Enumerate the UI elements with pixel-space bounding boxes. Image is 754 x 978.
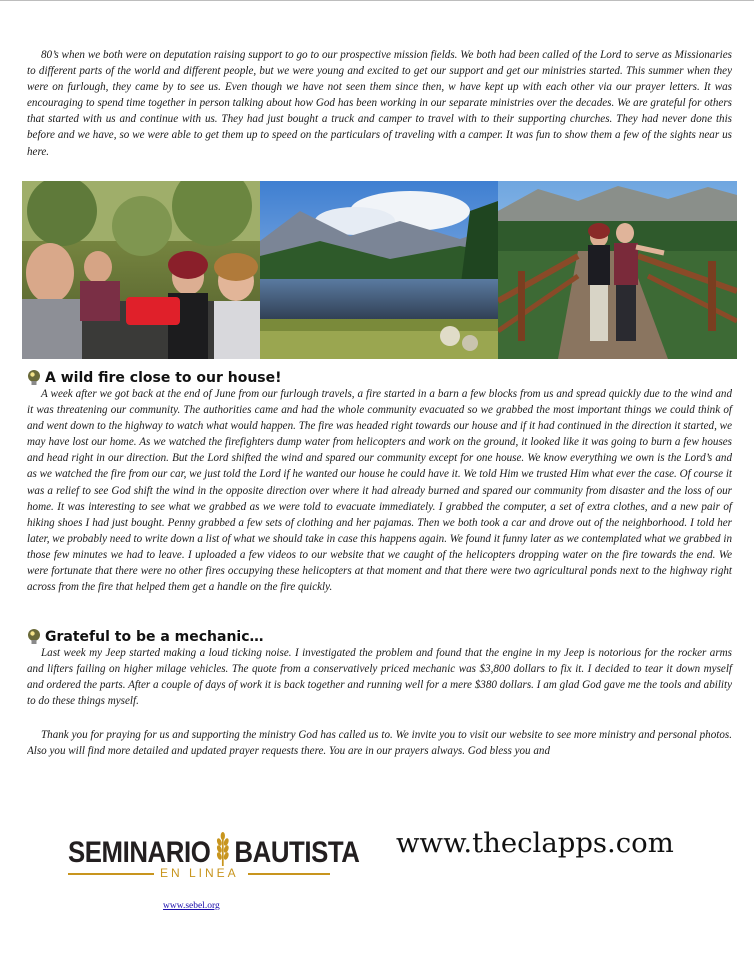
couple-on-bridge-photo — [498, 181, 737, 359]
mechanic-section-heading — [27, 628, 264, 646]
logo-subtitle: EN LINEA — [160, 866, 239, 880]
sebel-link[interactable]: www.sebel.org — [163, 901, 220, 911]
logo-word-right: BAUTISTA — [234, 836, 360, 869]
mechanic-paragraph: Last week my Jeep started making a loud ticking noise. I investigated the problem and found that the engine in my Jeep is notorious for the rocker arms and lifters failing on higher milage vehicles. The quote from a conservatively priced mechanic was $3,800 dollars to fix it. I decided to tear it down myself and ordered the parts. After a couple of days of work it is back together and running well for a mere $380 dollars. I am glad God gave me the tools and ability to do these things myself. — [27, 647, 732, 708]
mechanic-heading-text: Grateful to be a mechanic… — [45, 629, 264, 645]
seminario-bautista-logo — [68, 826, 360, 882]
closing-paragraph: Thank you for praying for us and supporting the ministry God has called us to. We invite you to visit our website to see more ministry and personal photos. Also you will find more detailed and updated prayer requests there. You are in our prayers always. God bless you and — [27, 729, 732, 758]
logo-rule-left — [68, 873, 154, 875]
logo-rule-right — [248, 873, 330, 875]
lightbulb-icon — [27, 629, 41, 645]
wildfire-section-heading — [27, 369, 282, 387]
logo-word-left: SEMINARIO — [68, 836, 211, 869]
wildfire-paragraph: A week after we got back at the end of June from our furlough travels, a fire started in a barn a few blocks from us and spread quickly due to the wind and it was threatening our community. The authorities came and had the whole community evacuated so we grabbed the most important things we could think of and went down to the highway to watch what would happen. The fire was headed right towards our house and if it had continued in the direction it started, we may have lost our home. As we watched the firefighters dump water from helicopters and work on the ground, it looked like it was going to burn a few houses and head right in our direction. But the Lord shifted the wind and spared our community except for one house. We know everything we own is the Lord’s and as we watched the fire from our car, we just told the Lord if he wanted our house he could have it. We told Him we trusted Him what ever the case. Of course it was a relief to see God shift the wind in the opposite direction over where it had already burned and spared our community from disaster and the loss of our home. It was interesting to see what we grabbed as we were told to evacuate immediately. I grabbed the computer, a set of extra clothes, and a new pair of hiking shoes I had just bought. Penny grabbed a few sets of clothing and her pajamas. Then we both took a car and drove out of the neighborhood. I told her later, we probably need to write down a list of what we should take in case this happens again. We found it funny later as we contemplated what we grabbed in those few minutes we had to leave. I uploaded a few videos to our website that we caught of the helicopters dropping water on the fire towards the end. We were fortunate that there were no other fires occupying these helicopters at that moment and that there were two agricultural ponds next to the highway right across from the fire that helped them get a handle on the fire quickly. — [27, 388, 732, 594]
wheat-sheaf-icon — [212, 832, 233, 862]
page-top-border — [0, 0, 754, 1]
intro-paragraph: 80’s when we both were on deputation raising support to go to our prospective mission fields. We both had been called of the Lord to serve as Missionaries to different parts of the world and different people, but we were young and excited to get our support and get our ministries started. This summer when they were on furlough, they came by to see us. Even though we have not seen them since then, w have kept up with each other via our prayer letters. It was encouraging to spend time together in person talking about how God has been working in our separate ministries over the decades. We are grateful for others that started with us and continue with us. They had just bought a truck and camper to travel with to their supporting churches. They had never done this before and we have, so we were able to get them up to speed on the particulars of traveling with a camper. It was fun to show them a few of the sights near us here. — [27, 49, 732, 158]
lightbulb-icon — [27, 370, 41, 386]
closing-paragraph-clip — [27, 727, 732, 759]
wildfire-heading-text: A wild fire close to our house! — [45, 370, 282, 386]
group-selfie-photo — [22, 181, 260, 359]
website-url[interactable]: www.theclapps.com — [396, 827, 674, 859]
mountain-lake-photo — [260, 181, 498, 359]
photo-strip — [22, 181, 737, 359]
logo-wordmark — [68, 832, 359, 870]
